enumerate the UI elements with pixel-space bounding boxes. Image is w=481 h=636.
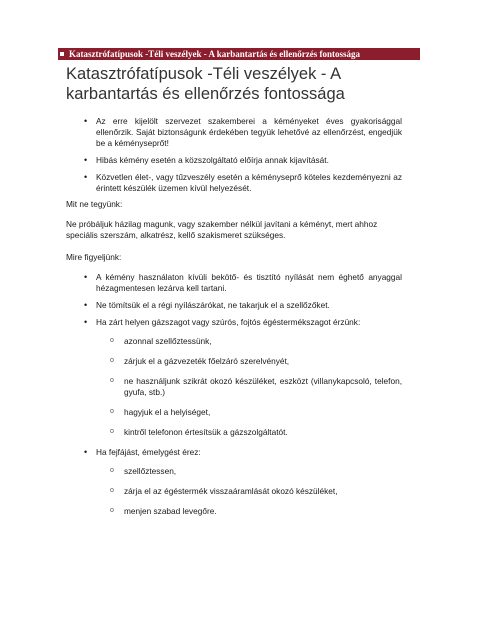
sub-list-item: o zárja el az égéstermék visszaáramlását okozó készüléket,	[96, 486, 402, 497]
list-item: • Az erre kijelölt szervezet szakemberei a kéményeket éves gyakorisággal ellenőrzik. Saját biztonságunk érdekében tegyük lehetővé az ellenőrzést, engedjük be a kéményseprőt!	[82, 116, 402, 149]
mit-ne-paragraph: Ne próbáljuk házilag magunk, vagy szakember nélkül javítani a kéményt, mert ahhoz speciális szerszám, alkatrész, kellő szakismeret szükséges.	[66, 219, 378, 240]
list-item	[82, 317, 402, 438]
sub-list-item: o kintről telefonon értesítsük a gázszolgáltatót.	[96, 427, 402, 438]
list-item	[82, 447, 402, 517]
list-item: • Közvetlen élet-, vagy tűzveszély esetén a kéményseprő köteles kezdeményezni az érintett készülék üzemen kívül helyezését.	[82, 172, 402, 194]
page-title: Katasztrófatípusok -Téli veszélyek - A karbantartás és ellenőrzés fontossága	[66, 65, 345, 103]
list-item: • Hibás kémény esetén a közszolgáltató előírja annak kijavítását.	[82, 155, 402, 166]
sub-list-item: o zárjuk el a gázvezeték főelzáró szerelvényét,	[96, 356, 402, 367]
list-item: • A kémény használaton kívüli bekötő- és tisztító nyílását nem éghető anyaggal hézagmentesen lezárva kell tartani.	[82, 272, 402, 294]
list-item: • Ne tömítsük el a régi nyílászárókat, ne takarjuk el a szellőzőket.	[82, 300, 402, 311]
header-bullet-icon	[60, 52, 64, 56]
mire-label: Mire figyeljünk:	[66, 252, 122, 262]
header-bar-text: Katasztrófatípusok -Téli veszélyek - A karbantartás és ellenőrzés fontossága	[69, 49, 360, 59]
header-bar	[58, 48, 420, 60]
list-section-2	[82, 272, 402, 526]
list-section-1	[82, 116, 402, 200]
sub-list-item: o szellőztessen,	[96, 466, 402, 477]
list-item-text: Ha zárt helyen gázszagot vagy szúrós, fojtós égéstermékszagot érzünk:	[96, 317, 361, 327]
sub-list-item: o menjen szabad levegőre.	[96, 506, 402, 517]
list-item-text: Ha fejfájást, émelygést érez:	[96, 447, 201, 457]
sub-list-item: o azonnal szellőztessünk,	[96, 336, 402, 347]
mit-ne-label: Mit ne tegyünk:	[66, 199, 123, 209]
sub-list-item: o ne használjunk szikrát okozó készüléket, eszközt (villanykapcsoló, telefon, gyufa, stb.)	[96, 376, 402, 398]
sub-list-item: o hagyjuk el a helyiséget,	[96, 407, 402, 418]
